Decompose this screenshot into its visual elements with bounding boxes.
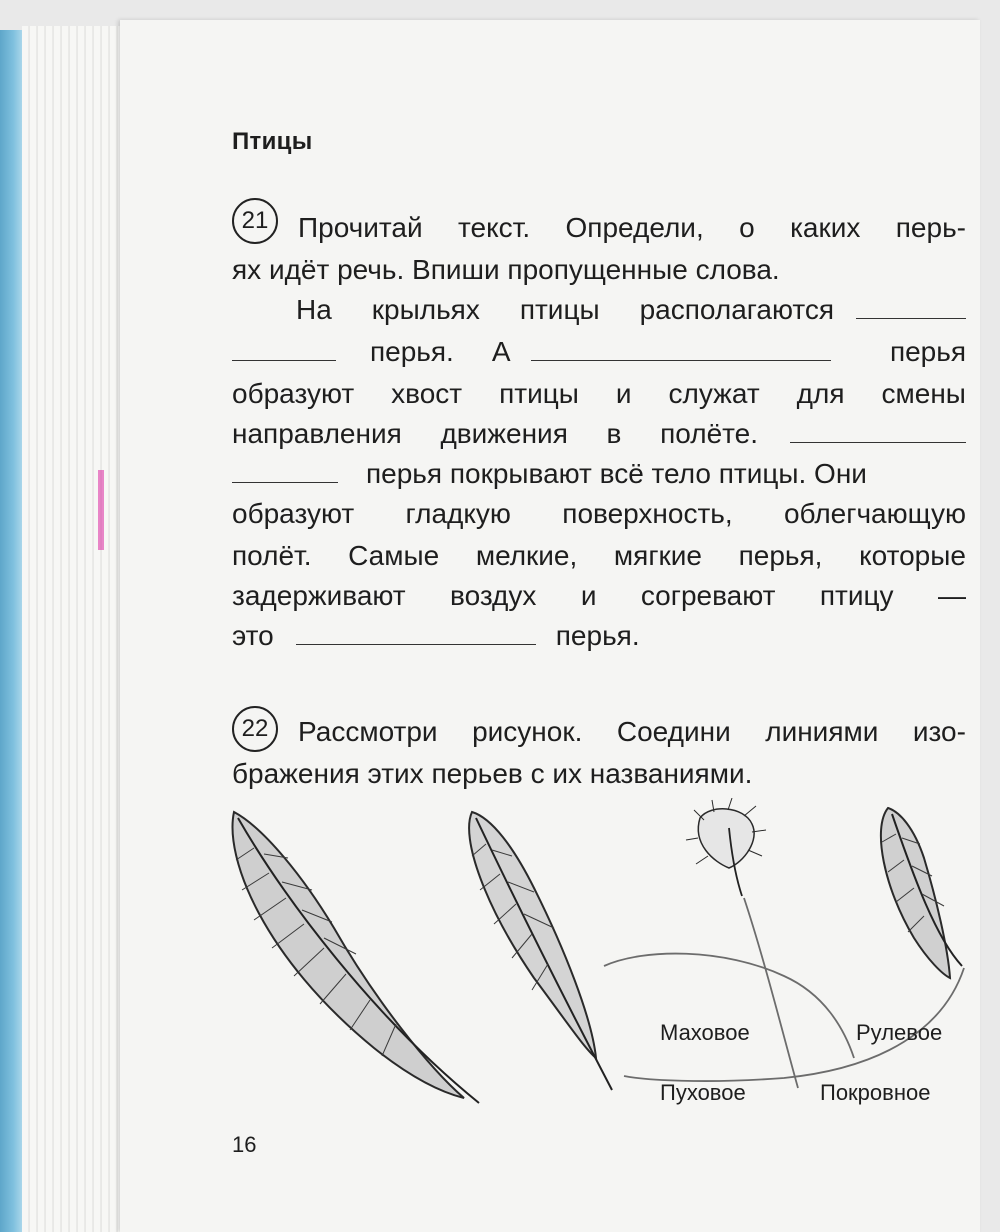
word: изо- — [912, 716, 966, 747]
word: и — [615, 378, 632, 409]
word: поверхность, — [562, 498, 733, 529]
answer-blank-4[interactable] — [296, 618, 536, 645]
down-feather-image[interactable] — [686, 798, 766, 896]
word: Определи, — [565, 212, 704, 243]
word: облегчающую — [783, 498, 966, 529]
answer-blank-1b[interactable] — [232, 334, 336, 361]
word: Соедини — [616, 716, 731, 747]
word: каких — [790, 212, 861, 243]
word: рисунок. — [472, 716, 583, 747]
label-contour-feather[interactable]: Покровное — [820, 1080, 931, 1105]
page-stack — [22, 26, 132, 1232]
task-22-prompt-line-1 — [298, 712, 966, 752]
answer-blank-2[interactable] — [531, 334, 831, 361]
word: мягкие — [613, 540, 702, 571]
word: линиями — [765, 716, 879, 747]
word: крыльях — [371, 294, 480, 325]
text-line-1 — [296, 290, 966, 330]
word: которые — [859, 540, 966, 571]
text-line-2 — [232, 332, 966, 372]
word: А — [491, 336, 511, 367]
word: гладкую — [405, 498, 511, 529]
word: птицы — [499, 378, 579, 409]
word: для — [796, 378, 845, 409]
word: Рассмотри — [298, 716, 438, 747]
word: располагаются — [639, 294, 834, 325]
answer-blank-1a[interactable] — [856, 292, 966, 319]
word: согревают — [640, 580, 776, 611]
text-line-5 — [232, 454, 966, 494]
answer-blank-3b[interactable] — [232, 456, 338, 483]
word: перья. — [555, 620, 640, 651]
feathers-illustration — [224, 798, 984, 1118]
contour-feather-image[interactable] — [881, 808, 962, 978]
word: служат — [668, 378, 760, 409]
page-number: 16 — [232, 1132, 257, 1157]
flight-feather-image[interactable] — [233, 812, 479, 1103]
word: Прочитай — [298, 212, 423, 243]
answer-blank-3a[interactable] — [790, 416, 966, 443]
word: мелкие, — [475, 540, 578, 571]
book-cover-edge — [0, 30, 22, 1232]
word: полёте. — [660, 418, 758, 449]
label-tail-feather[interactable]: Рулевое — [856, 1020, 943, 1045]
word: в — [606, 418, 622, 449]
page-content — [232, 0, 972, 1232]
word: это — [232, 620, 274, 651]
word: птицу — [819, 580, 894, 611]
word: перья — [889, 336, 966, 367]
word: образуют — [232, 498, 355, 529]
word: движения — [440, 418, 568, 449]
section-title: Птицы — [232, 128, 313, 155]
tail-feather-image[interactable] — [469, 812, 612, 1090]
label-flight-feather[interactable]: Маховое — [660, 1020, 750, 1045]
text-line-6 — [232, 494, 966, 534]
marker-stain — [98, 470, 104, 550]
text: перья покрывают всё тело птицы. Они — [366, 458, 867, 489]
word: образуют — [232, 378, 355, 409]
word: перь- — [895, 212, 966, 243]
word: задерживают — [232, 580, 406, 611]
text-line-9 — [232, 616, 640, 656]
word: хвост — [391, 378, 463, 409]
word: Самые — [348, 540, 440, 571]
task-21-number: 21 — [232, 198, 278, 244]
word: На — [296, 294, 332, 325]
text-line-4 — [232, 414, 966, 454]
text-line-7 — [232, 536, 966, 576]
task-21-prompt-line-1 — [298, 208, 966, 248]
label-down-feather[interactable]: Пуховое — [660, 1080, 746, 1105]
word: воздух — [450, 580, 537, 611]
word: о — [739, 212, 755, 243]
task-22-number: 22 — [232, 706, 278, 752]
word: перья, — [738, 540, 823, 571]
task-21-prompt-line-2: ях идёт речь. Впиши пропущенные слова. — [232, 254, 780, 285]
word: смены — [881, 378, 966, 409]
text-line-8 — [232, 576, 966, 616]
word: текст. — [457, 212, 531, 243]
word: перья. — [370, 336, 454, 367]
word: птицы — [519, 294, 600, 325]
text-line-3 — [232, 374, 966, 414]
word: направления — [232, 418, 402, 449]
word: полёт. — [232, 540, 312, 571]
word: и — [580, 580, 597, 611]
task-22-prompt-line-2: бражения этих перьев с их названиями. — [232, 758, 753, 789]
word: — — [937, 580, 966, 611]
